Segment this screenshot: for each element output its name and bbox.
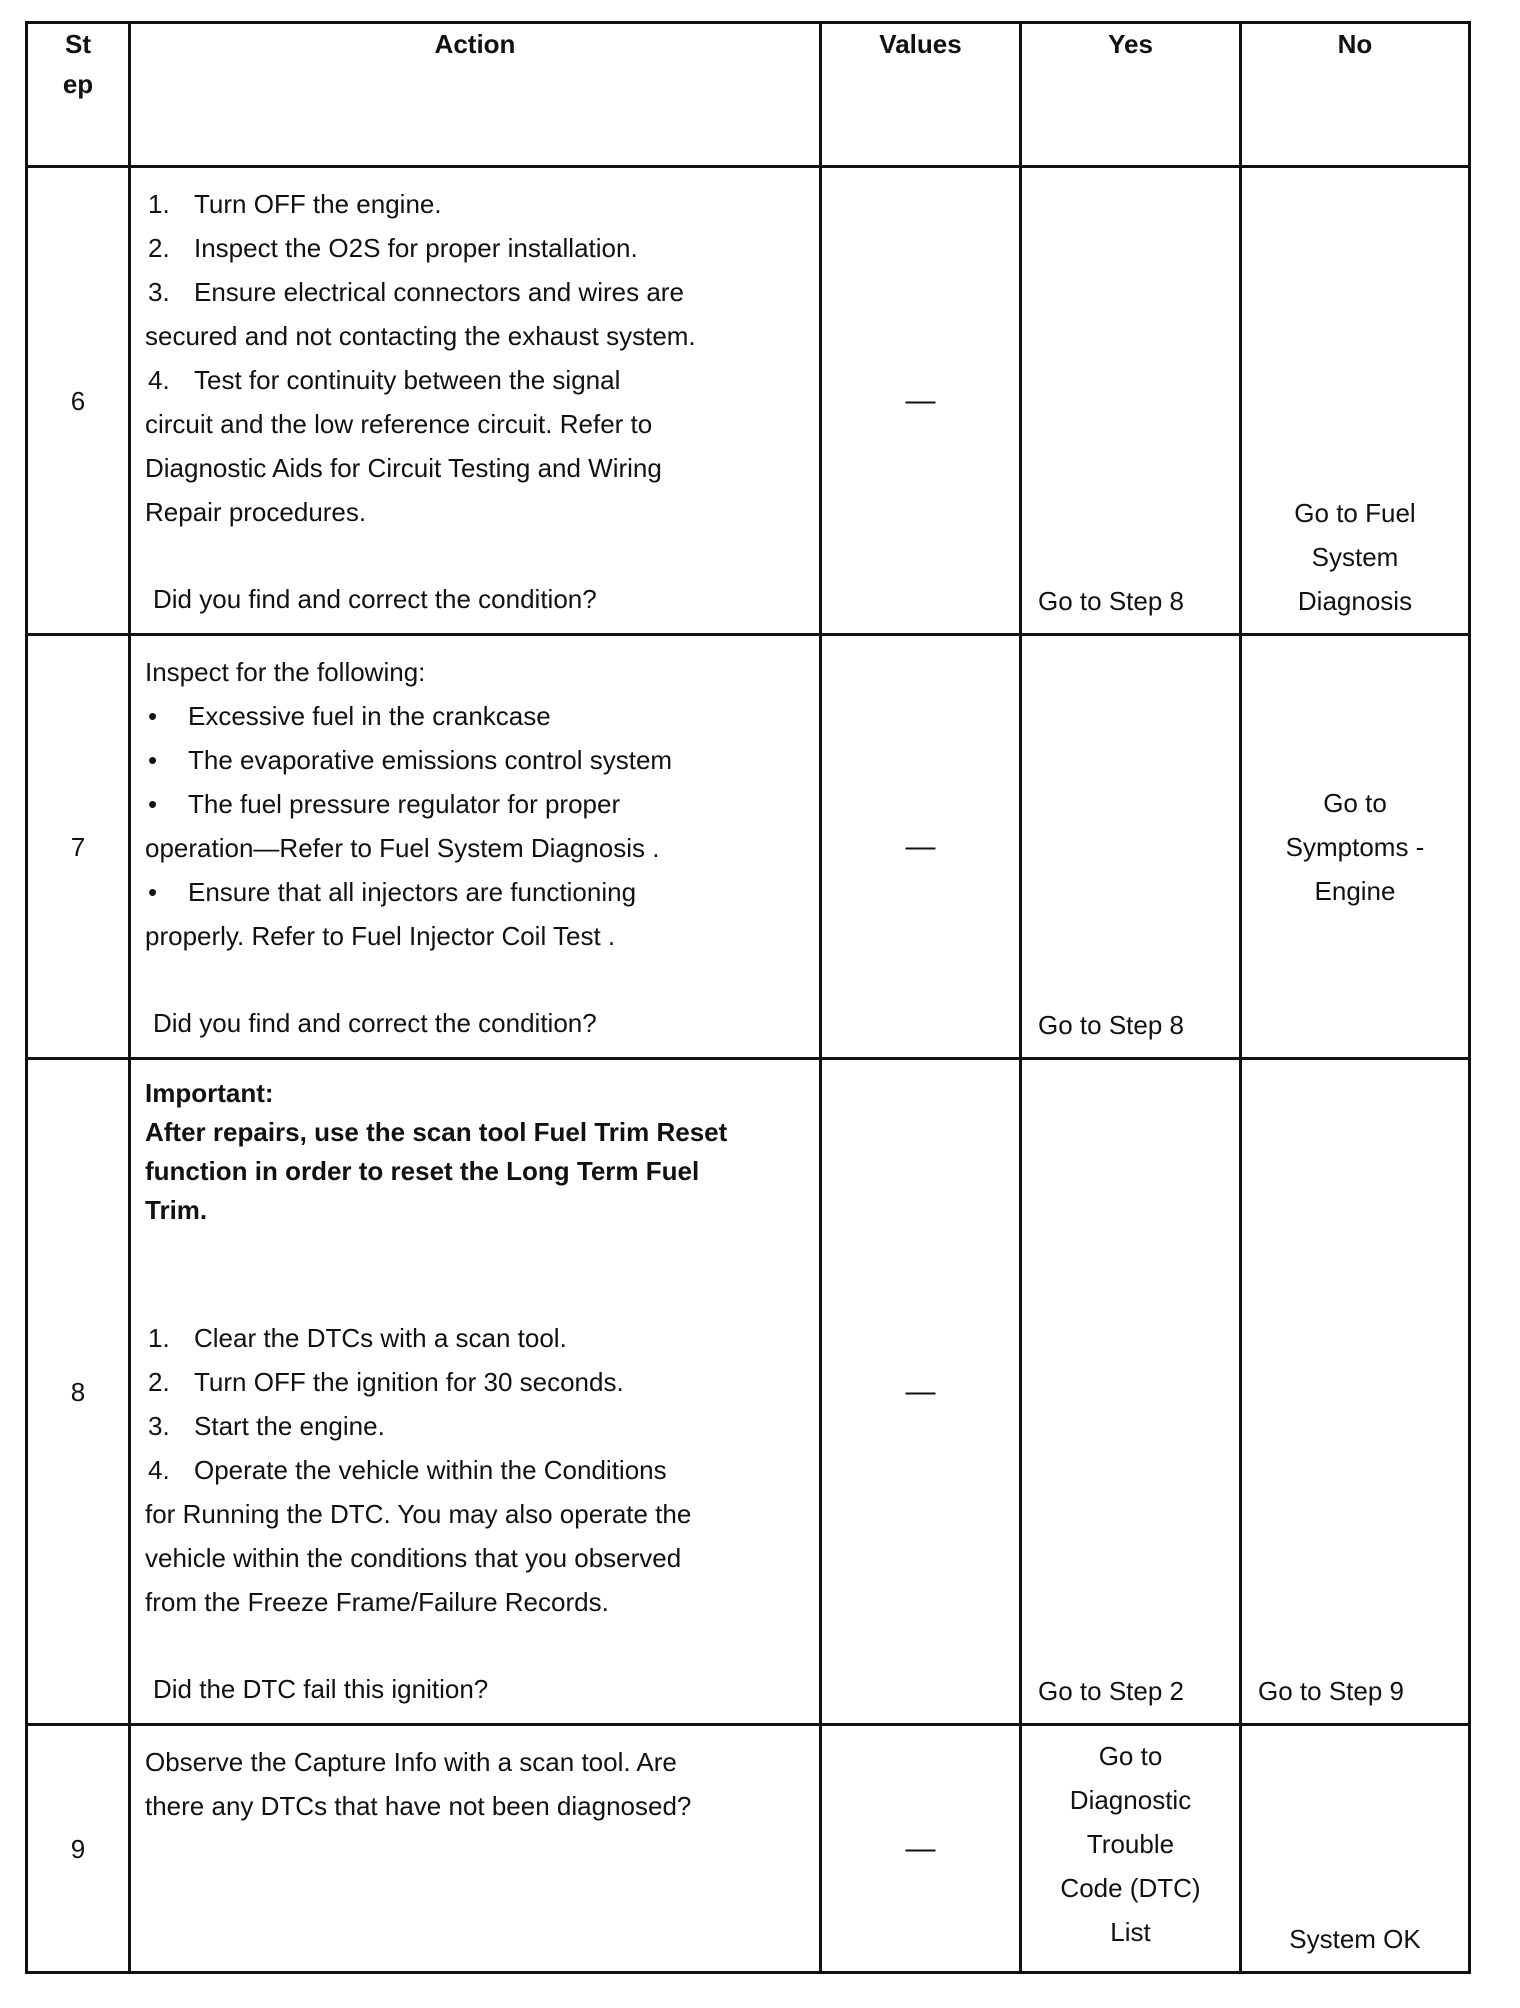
list-item: 4. Test for continuity between the signal (148, 365, 621, 395)
values-cell: — (821, 1059, 1021, 1725)
list-item: 3. Ensure electrical connectors and wires are (148, 277, 684, 307)
action-cell (130, 1725, 821, 1973)
no-cell (1241, 635, 1470, 1059)
action-cell (130, 1059, 821, 1725)
header-action: Action (130, 23, 821, 167)
no-cell (1241, 167, 1470, 635)
header-no: No (1241, 23, 1470, 167)
question-text: Did you find and correct the condition? (153, 584, 597, 614)
list-item: • Ensure that all injectors are functioning (148, 877, 637, 907)
list-item-continuation: Repair procedures. (145, 497, 367, 527)
header-values: Values (821, 23, 1021, 167)
table-row-step-6 (27, 167, 1470, 635)
table-row-step-7 (27, 635, 1470, 1059)
question-text: Did you find and correct the condition? (153, 1008, 597, 1038)
spacer (145, 1234, 805, 1316)
yes-link[interactable]: Go to Step 2 (1038, 1676, 1184, 1706)
yes-cell (1021, 635, 1241, 1059)
step-number: 6 (27, 167, 130, 635)
list-item-continuation: vehicle within the conditions that you observed (145, 1543, 682, 1573)
list-item: 1. Clear the DTCs with a scan tool. (148, 1323, 567, 1353)
diagnostic-table (25, 21, 1471, 1974)
header-row (27, 23, 1470, 167)
yes-link[interactable]: Go to Step 8 (1038, 1010, 1184, 1040)
header-step-line1: St (65, 29, 91, 59)
yes-link[interactable]: Go to Step 8 (1038, 586, 1184, 616)
list-item-continuation: secured and not contacting the exhaust system. (145, 321, 696, 351)
list-item: 4. Operate the vehicle within the Conditions (148, 1455, 667, 1485)
no-cell (1241, 1059, 1470, 1725)
yes-cell (1021, 167, 1241, 635)
values-cell: — (821, 1725, 1021, 1973)
yes-link[interactable]: Go to Diagnostic Trouble Code (DTC) List (1060, 1741, 1201, 1947)
header-yes: Yes (1021, 23, 1241, 167)
header-step-line2: ep (62, 69, 94, 99)
list-item-continuation: operation—Refer to Fuel System Diagnosis . (145, 833, 660, 863)
list-item-continuation: circuit and the low reference circuit. Refer to (145, 409, 653, 439)
list-item: 2. Turn OFF the ignition for 30 seconds. (148, 1367, 624, 1397)
table-row-step-8 (27, 1059, 1470, 1725)
list-item: • The evaporative emissions control system (148, 745, 673, 775)
no-link[interactable]: System OK (1289, 1924, 1421, 1954)
no-cell (1241, 1725, 1470, 1973)
step-number: 9 (27, 1725, 130, 1973)
yes-cell (1021, 1725, 1241, 1973)
list-item-continuation: Diagnostic Aids for Circuit Testing and Wiring (145, 453, 662, 483)
list-item-continuation: from the Freeze Frame/Failure Records. (145, 1587, 609, 1617)
no-link[interactable]: Go to Symptoms - Engine (1285, 787, 1425, 906)
step-number: 7 (27, 635, 130, 1059)
action-cell (130, 167, 821, 635)
list-item: 3. Start the engine. (148, 1411, 385, 1441)
question-text: Did the DTC fail this ignition? (153, 1674, 489, 1704)
action-text: there any DTCs that have not been diagnosed? (145, 1791, 692, 1821)
table-row-step-9 (27, 1725, 1470, 1973)
yes-cell (1021, 1059, 1241, 1725)
list-item-continuation: properly. Refer to Fuel Injector Coil Test . (145, 921, 616, 951)
action-cell (130, 635, 821, 1059)
step-number: 8 (27, 1059, 130, 1725)
no-link[interactable]: Go to Fuel System Diagnosis (1294, 498, 1416, 616)
list-item: 1. Turn OFF the engine. (148, 189, 442, 219)
values-cell: — (821, 167, 1021, 635)
values-cell: — (821, 635, 1021, 1059)
list-item: • The fuel pressure regulator for proper (148, 789, 621, 819)
no-link[interactable]: Go to Step 9 (1258, 1676, 1404, 1706)
action-text: Observe the Capture Info with a scan tool. Are (145, 1747, 677, 1777)
list-item-continuation: for Running the DTC. You may also operate the (145, 1499, 692, 1529)
list-item: • Excessive fuel in the crankcase (148, 701, 551, 731)
list-item: 2. Inspect the O2S for proper installation. (148, 233, 638, 263)
intro-text: Inspect for the following: (145, 657, 426, 687)
header-step (27, 23, 130, 167)
important-note: Important: After repairs, use the scan tool Fuel Trim Reset function in order to reset the Long Term Fuel Trim. (145, 1078, 728, 1225)
